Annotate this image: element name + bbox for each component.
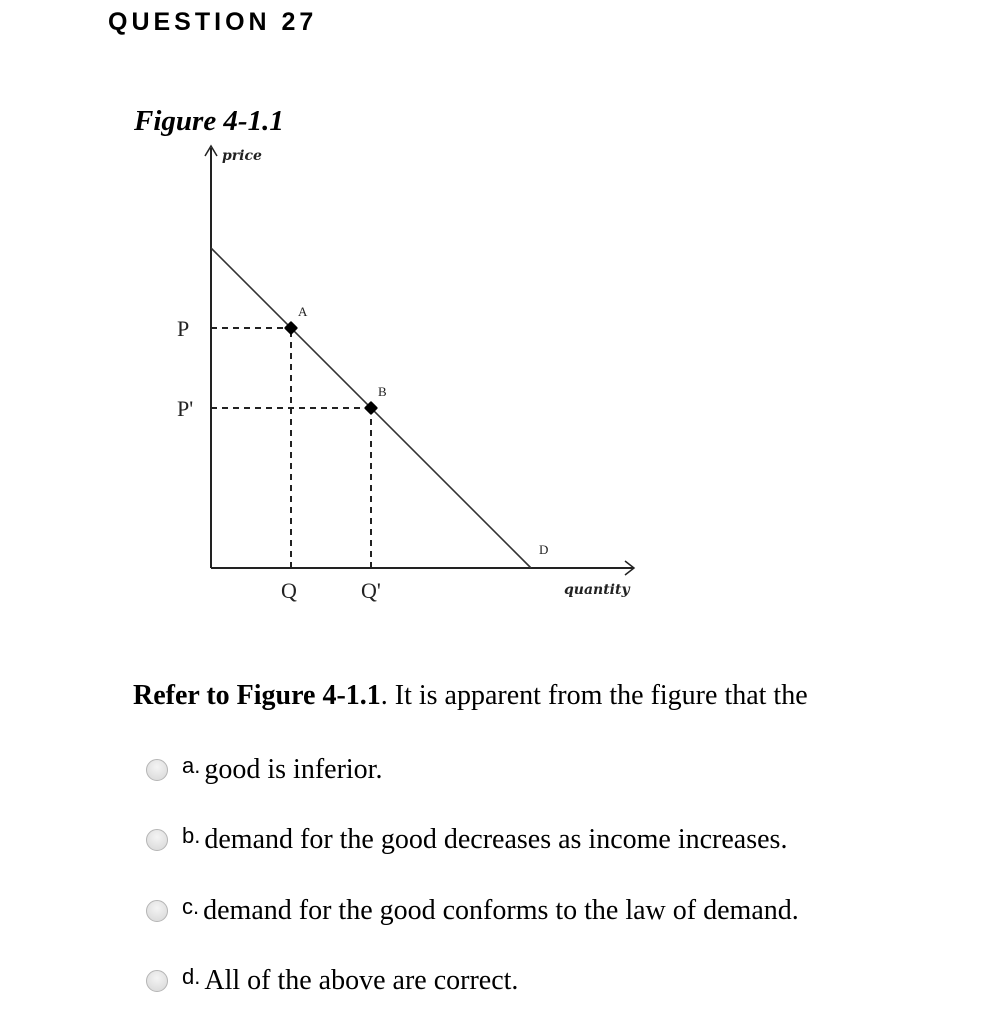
option-c[interactable] [146, 894, 799, 928]
stem-text: . It is apparent from the figure that the [380, 680, 808, 711]
option-a[interactable] [146, 753, 382, 787]
radio-button[interactable] [146, 759, 168, 781]
option-letter: a. [182, 753, 201, 778]
y-tick-label: P' [177, 396, 194, 421]
option-text: demand for the good decreases as income increases. [204, 824, 788, 855]
x-axis-label: quantity [564, 582, 630, 598]
option-letter: c. [182, 894, 200, 919]
radio-button[interactable] [146, 900, 168, 922]
option-text: good is inferior. [204, 754, 383, 785]
option-d[interactable] [146, 964, 518, 998]
point-label: A [298, 304, 308, 319]
x-tick-label: Q [281, 578, 297, 603]
option-letter: d. [182, 964, 201, 989]
option-text: All of the above are correct. [204, 965, 519, 996]
question-title: QUESTION 27 [108, 8, 318, 36]
option-text: demand for the good conforms to the law of demand. [203, 895, 799, 926]
y-tick-label: P [177, 316, 190, 341]
option-b[interactable] [146, 823, 787, 857]
x-tick-label: Q' [361, 578, 381, 603]
figure-title: Figure 4-1.1 [134, 105, 284, 137]
curve-label-d: D [539, 542, 549, 557]
option-letter: b. [182, 823, 201, 848]
question-stem [133, 680, 808, 712]
radio-button[interactable] [146, 829, 168, 851]
y-axis-label: price [222, 148, 262, 164]
point-label: B [378, 384, 387, 399]
stem-reference: Refer to Figure 4-1.1 [133, 680, 381, 711]
radio-button[interactable] [146, 970, 168, 992]
